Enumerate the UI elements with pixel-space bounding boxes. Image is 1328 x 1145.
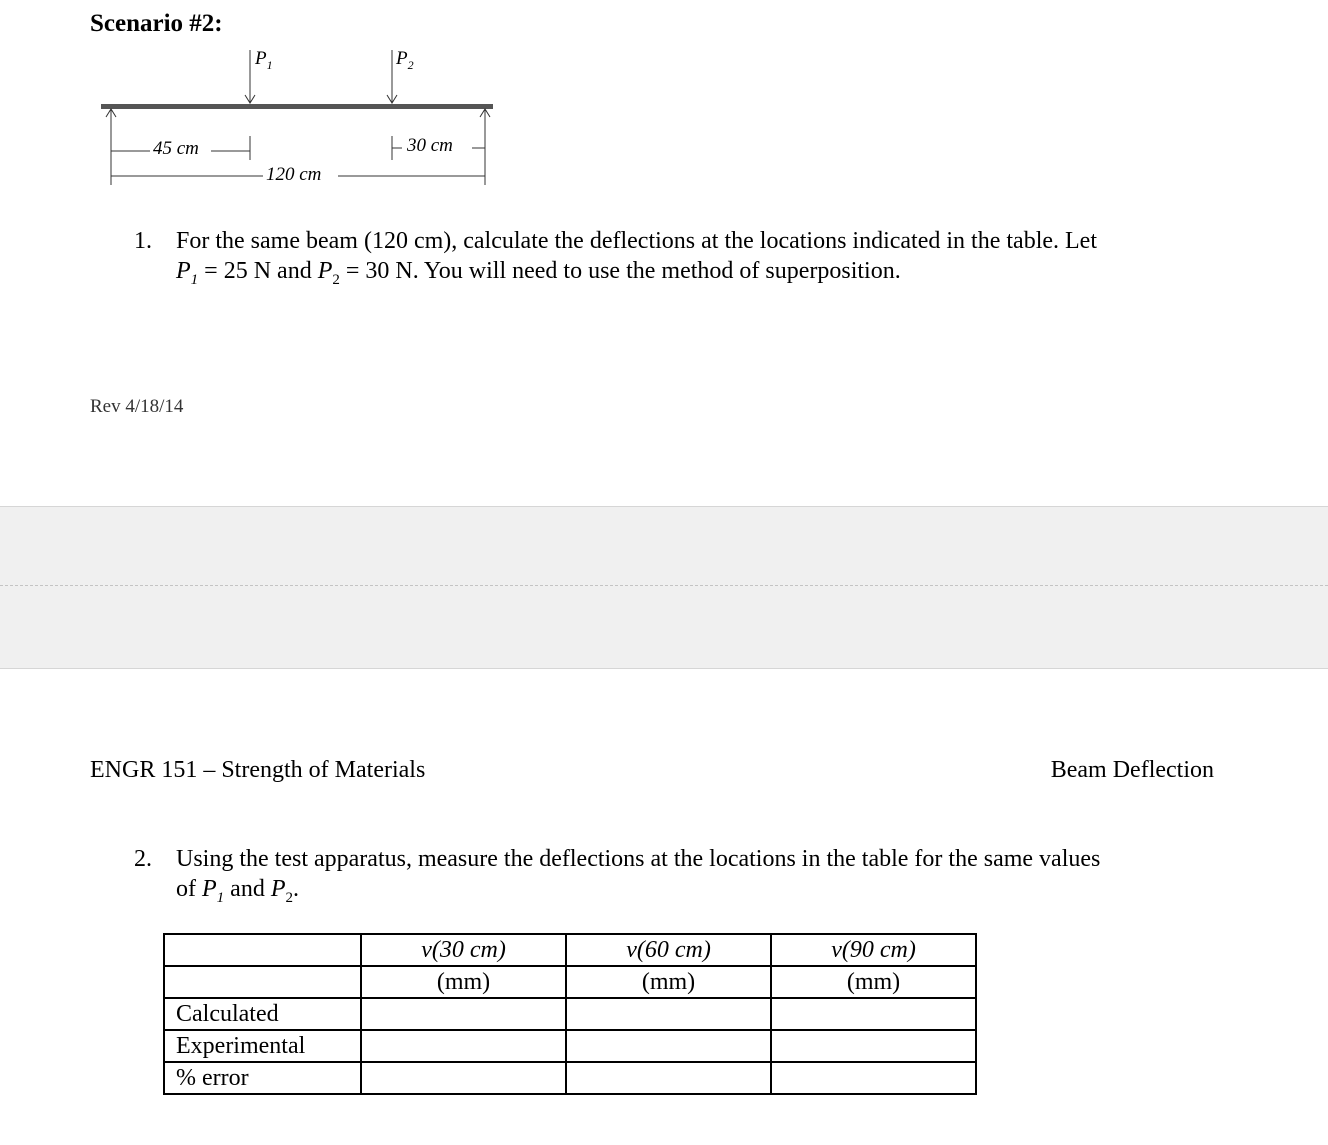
- answer-cell[interactable]: [566, 1062, 771, 1094]
- question-1-line-1: For the same beam (120 cm), calculate the deflections at the locations indicated in the table. Let: [176, 228, 1097, 254]
- answer-cell[interactable]: [361, 1030, 566, 1062]
- column-header: v(60 cm): [566, 934, 771, 966]
- deflection-table: [163, 933, 977, 1095]
- table-row: [164, 998, 976, 1030]
- question-2-line-2: of $P_1$ and $P_2$.: [176, 876, 299, 906]
- answer-cell[interactable]: [566, 998, 771, 1030]
- page-break-gap: [0, 506, 1328, 669]
- row-label: Calculated: [164, 998, 361, 1030]
- question-2-text: [176, 844, 1100, 913]
- header-topic: Beam Deflection: [1050, 757, 1214, 783]
- beam-diagram: [95, 40, 515, 190]
- question-1-line-2: $P_1 = 25$ N and $P_2 = 30$ N. You will need to use the method of superposition.: [176, 258, 901, 288]
- row-label: Experimental: [164, 1030, 361, 1062]
- dim-45-label: 45 cm: [153, 138, 199, 159]
- scenario-title: Scenario #2:: [90, 10, 223, 37]
- header-blank-cell: [164, 934, 361, 966]
- table-row: [164, 1030, 976, 1062]
- answer-cell[interactable]: [361, 1062, 566, 1094]
- table-unit-row: [164, 966, 976, 998]
- dim-30-label: 30 cm: [407, 135, 453, 156]
- beam: [101, 104, 493, 109]
- table-header-row: [164, 934, 976, 966]
- dim-120-label: 120 cm: [266, 164, 322, 185]
- header-course: ENGR 151 – Strength of Materials: [90, 757, 426, 783]
- question-1: [134, 226, 1234, 290]
- load-p2-label: $P_2$: [396, 48, 414, 72]
- unit-label: (mm): [361, 966, 566, 998]
- question-2-line-1: Using the test apparatus, measure the deflections at the locations in the table for the same values: [176, 846, 1101, 872]
- answer-cell[interactable]: [361, 998, 566, 1030]
- answer-cell[interactable]: [771, 998, 976, 1030]
- column-header: v(90 cm): [771, 934, 976, 966]
- row-label: % error: [164, 1062, 361, 1094]
- question-2-number: 2.: [134, 846, 152, 872]
- answer-cell[interactable]: [771, 1062, 976, 1094]
- load-p1-label: $P_1$: [255, 48, 273, 72]
- unit-label: (mm): [566, 966, 771, 998]
- unit-label: (mm): [771, 966, 976, 998]
- question-1-text: [176, 226, 1097, 295]
- column-header: v(30 cm): [361, 934, 566, 966]
- revision-date: Rev 4/18/14: [90, 396, 184, 417]
- table-row: [164, 1062, 976, 1094]
- page-break-line: [0, 585, 1328, 586]
- unit-blank-cell: [164, 966, 361, 998]
- answer-cell[interactable]: [566, 1030, 771, 1062]
- answer-cell[interactable]: [771, 1030, 976, 1062]
- question-2: [134, 844, 1234, 908]
- question-1-number: 1.: [134, 228, 152, 254]
